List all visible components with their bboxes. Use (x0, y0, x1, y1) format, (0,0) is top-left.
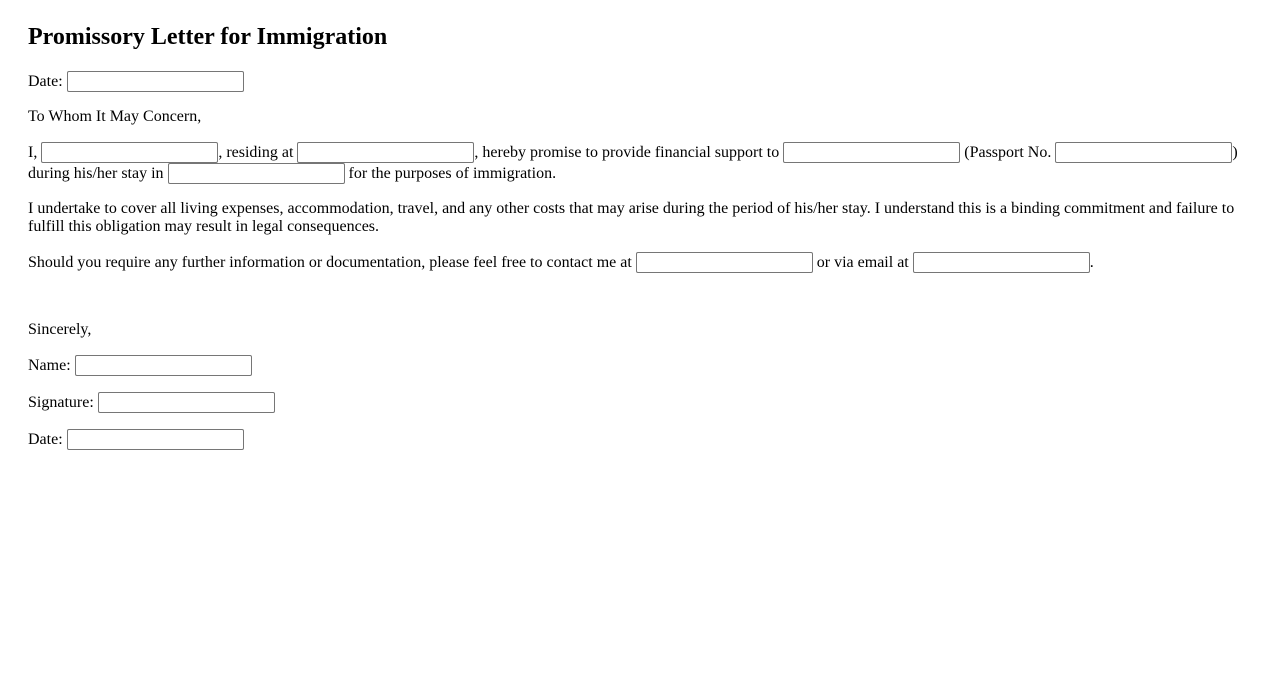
beneficiary-name-input[interactable] (783, 142, 960, 163)
sponsor-address-input[interactable] (297, 142, 474, 163)
salutation: To Whom It May Concern, (28, 108, 202, 125)
contact-seg3: . (1089, 254, 1094, 271)
date-bottom-label: Date: (28, 431, 67, 448)
date-input[interactable] (67, 71, 244, 92)
stay-country-input[interactable] (168, 163, 345, 184)
contact-seg1: Should you require any further information or documentation, please feel free to contact me at (28, 254, 636, 271)
promise-seg4: (Passport No. (960, 144, 1056, 161)
sponsor-name-input[interactable] (41, 142, 218, 163)
promise-paragraph (28, 142, 1250, 184)
date-row (28, 71, 1250, 92)
name-label: Name: (28, 357, 75, 374)
page-title: Promissory Letter for Immigration (28, 24, 388, 50)
date-row-bottom (28, 429, 1250, 450)
contact-email-input[interactable] (913, 252, 1090, 273)
date-bottom-input[interactable] (67, 429, 244, 450)
promise-seg5: ) during his/her stay in (28, 144, 1238, 182)
signature-input[interactable] (98, 392, 275, 413)
promise-seg6: for the purposes of immigration. (344, 165, 557, 182)
promise-seg3: , hereby promise to provide financial support to (474, 144, 784, 161)
name-input[interactable] (75, 355, 252, 376)
undertaking-paragraph: I undertake to cover all living expenses, accommodation, travel, and any other costs that may arise during the period of his/her stay. I understand this is a binding commitment and failure to fulfill this obligation may result in legal consequences. (28, 200, 1235, 235)
closing: Sincerely, (28, 321, 92, 338)
contact-seg2: or via email at (812, 254, 913, 271)
contact-phone-input[interactable] (636, 252, 813, 273)
promise-seg2: , residing at (218, 144, 298, 161)
passport-number-input[interactable] (1055, 142, 1232, 163)
name-row (28, 355, 1250, 376)
date-label: Date: (28, 73, 67, 90)
signature-row (28, 392, 1250, 413)
contact-paragraph (28, 252, 1250, 273)
promise-seg1: I, (28, 144, 42, 161)
signature-label: Signature: (28, 394, 98, 411)
